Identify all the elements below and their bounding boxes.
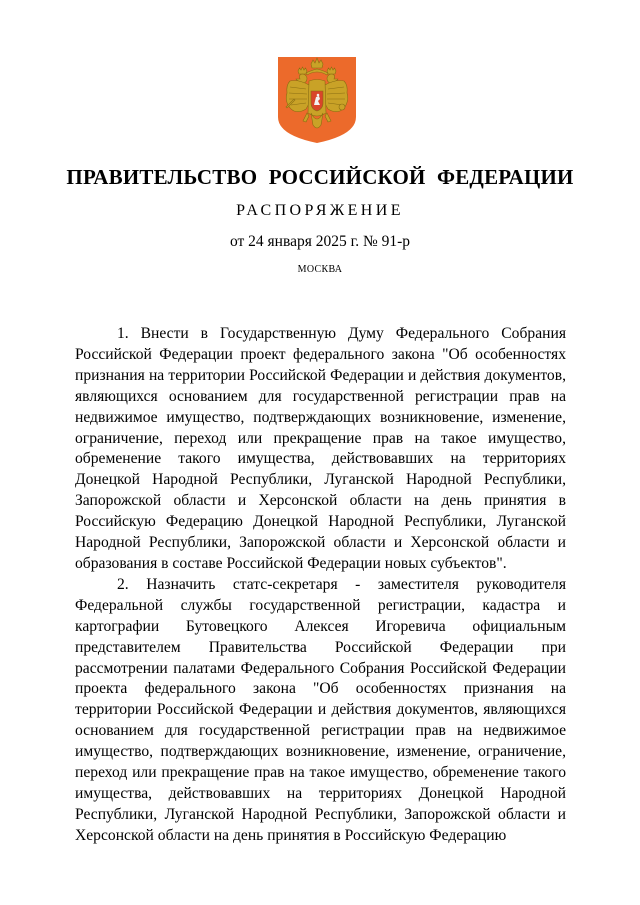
paragraph-1: 1. Внести в Государственную Думу Федерального Собрания Российской Федерации проект федерального закона "Об особенностях признания на территории Российской Федерации и действия документов, являющихся основанием для государственной регистрации прав на недвижимое имущество, подтверждающих возникновение, изменение, ограничение, переход или прекращение прав на такое имущество, обременение такого имущества, действовавших на территориях Донецкой Народной Республики, Луганской Народной Республики, Запорожской области и Херсонской области на день принятия в Российскую Федерацию Донецкой Народной Республики, Луганской Народной Республики, Запорожской области и Херсонской области и образования в составе Российской Федерации новых субъектов". — [75, 325, 566, 572]
document-type: РАСПОРЯЖЕНИЕ — [236, 202, 404, 219]
russian-coat-of-arms-icon — [276, 55, 358, 145]
paragraph-2: 2. Назначить статс-секретаря - заместителя руководителя Федеральной службы государственной регистрации, кадастра и картографии Бутовецкого Алексея Игоревича официальным представителем Правительства Российской Федерации при рассмотрении палатами Федерального Собрания Российской Федерации проекта федерального закона "Об особенностях признания на территории Российской Федерации и действия документов, являющихся основанием для государственной регистрации прав на недвижимое имущество, подтверждающих возникновение, изменение, ограничение, переход или прекращение прав на такое имущество, обременение такого имущества, действовавших на территориях Донецкой Народной Республики, Луганской Народной Республики, Запорожской области и Херсонской области на день принятия в Российскую Федерацию — [75, 575, 566, 844]
government-title: ПРАВИТЕЛЬСТВО РОССИЙСКОЙ ФЕДЕРАЦИИ — [66, 165, 574, 189]
document-body — [75, 324, 566, 847]
document-date-number: от 24 января 2025 г. № 91-р — [229, 233, 411, 250]
document-city: МОСКВА — [297, 264, 343, 275]
